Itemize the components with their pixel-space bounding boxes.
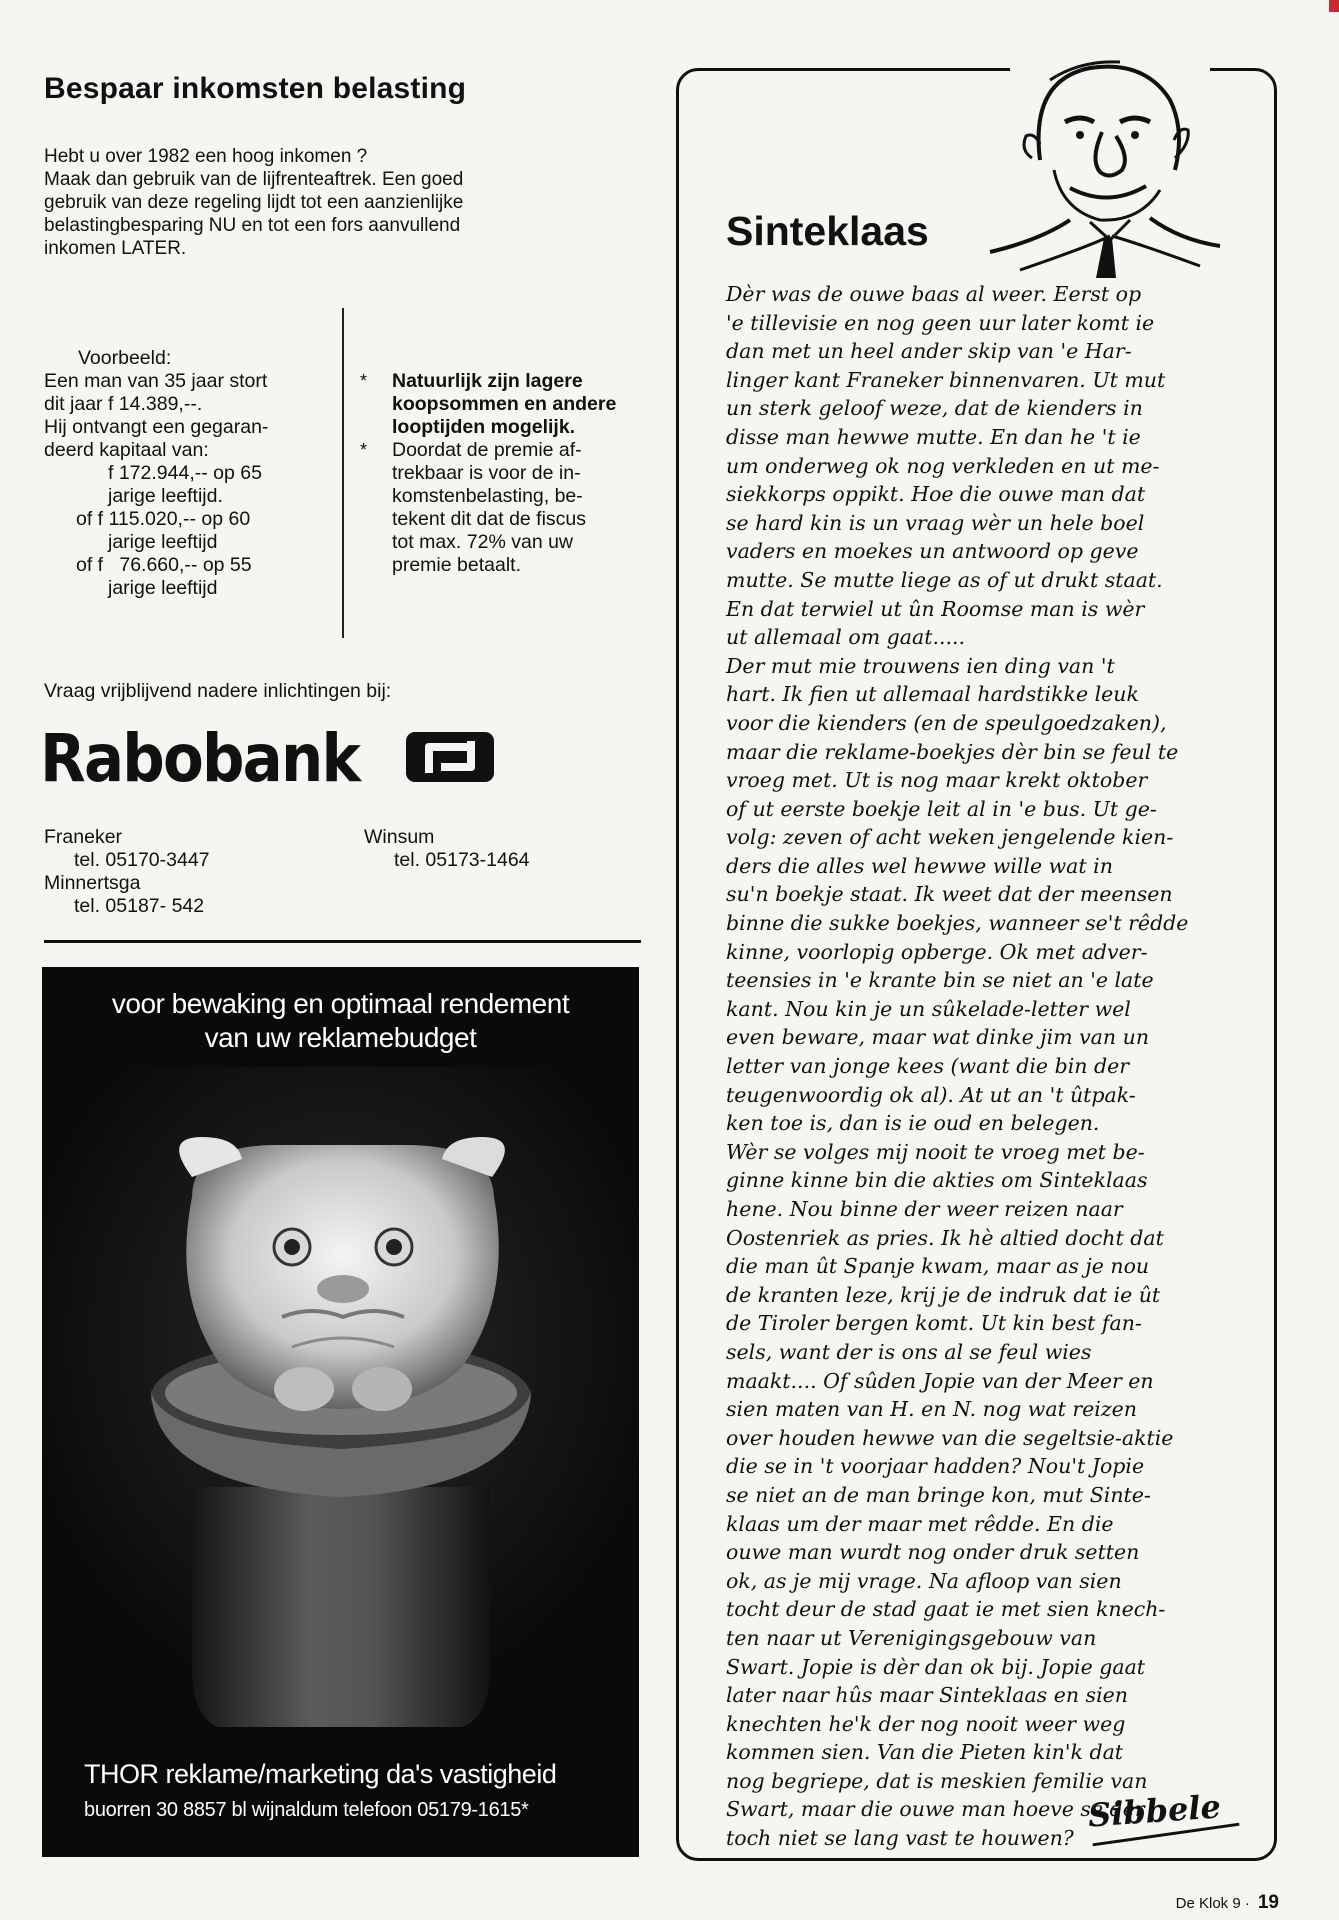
column-line: Wèr se volges mij nooit te vroeg met be- — [726, 1139, 1145, 1164]
column-line: Der mut mie trouwens ien ding van 't — [726, 653, 1115, 678]
branch-place: Winsum — [364, 826, 435, 848]
column-line: vroeg met. Ut is nog maar krekt oktober — [726, 768, 1148, 793]
column-line: kant. Nou kin je un sûkelade-letter wel — [726, 996, 1131, 1021]
author-signature: Sibbele — [1086, 1787, 1223, 1835]
thor-ad — [42, 967, 639, 1857]
column-line: su'n boekje staat. Ik weet dat der meensen — [726, 882, 1173, 907]
example-line: Hij ontvangt een gegaran- — [44, 416, 269, 438]
column-line: die se in 't voorjaar hadden? Nou't Jopie — [726, 1454, 1145, 1479]
column-line: die man ût Spanje kwam, maar as je nou — [726, 1254, 1150, 1279]
branch-franeker — [44, 826, 210, 872]
bullet-item — [360, 439, 640, 577]
branch-minnertsga — [44, 872, 204, 918]
column-line: letter van jonge kees (want die bin der — [726, 1054, 1130, 1079]
thor-tagline: voor bewaking en optimaal rendement van uw reklamebudget — [111, 988, 570, 1053]
example-age: jarige leeftijd — [108, 531, 218, 553]
example-heading: Voorbeeld: — [78, 347, 172, 369]
example-amount: of f 76.660,-- op 55 — [76, 554, 252, 576]
thor-company-name: THOR reklame/marketing da's vastigheid — [84, 1759, 557, 1789]
man-caricature-icon — [970, 40, 1240, 295]
column-line: um onderweg ok nog verkleden en ut me- — [726, 453, 1160, 478]
column-line: 'e tillevisie en nog geen uur later komt ie — [726, 310, 1155, 335]
column-line: hart. Ik fien ut allemaal hardstikke leuk — [726, 682, 1139, 707]
column-line: ouwe man wurdt nog onder druk setten — [726, 1540, 1140, 1565]
section-divider — [44, 940, 641, 943]
column-line: teugenwoordig ok al). At ut an 't ûtpak- — [726, 1082, 1136, 1107]
column-line: mutte. Se mutte liege as of ut drukt staat. — [726, 567, 1163, 592]
column-line: de kranten leze, krij je de indruk dat ie ût — [726, 1282, 1161, 1307]
column-body — [726, 280, 1196, 1853]
column-line: even beware, maar wat dinke jim van un — [726, 1025, 1150, 1050]
rabobank-emblem-icon — [403, 729, 497, 790]
column-line: knechten he'k der nog nooit weer weg — [726, 1711, 1126, 1736]
column-line: over houden hewwe van die segeltsie-aktie — [726, 1425, 1174, 1450]
example-amount: f 172.944,-- op 65 — [108, 462, 262, 484]
example-age: jarige leeftijd — [108, 577, 218, 599]
page-edge-mark — [1329, 0, 1339, 12]
column-line: ders die alles wel hewwe wille wat in — [726, 853, 1113, 878]
column-line: Swart, maar die ouwe man hoeve se der — [726, 1797, 1145, 1822]
thor-address: buorren 30 8857 bl wijnaldum telefoon 05179-1615* — [84, 1799, 529, 1821]
asterisk-icon: * — [360, 371, 368, 391]
branch-place: Franeker — [44, 826, 123, 848]
column-line: teensies in 'e krante bin se niet an 'e late — [726, 968, 1154, 993]
rabobank-example — [44, 347, 344, 600]
bullet-text: Doordat de premie af- trekbaar is voor de in- komstenbelasting, be- tekent dit dat de fiscus tot max. 72% van uw premie betaalt. — [392, 439, 587, 576]
column-divider — [342, 308, 344, 638]
column-line: voor die kienders (en de speulgoedzaken), — [726, 710, 1167, 735]
column-line: kommen sien. Van die Pieten kin'k dat — [726, 1740, 1124, 1765]
column-line: of ut eerste boekje leit al in 'e bus. Ut ge- — [726, 796, 1157, 821]
column-line: later naar hûs maar Sinteklaas en sien — [726, 1683, 1128, 1708]
asterisk-icon: * — [360, 440, 368, 460]
branch-place: Minnertsga — [44, 872, 141, 894]
rabobank-ad-title: Bespaar inkomsten belasting — [44, 72, 467, 105]
publication-name: De Klok 9 · — [1175, 1895, 1250, 1912]
inquiry-line: Vraag vrijblijvend nadere inlichtingen bij: — [44, 680, 392, 702]
example-line: deerd kapitaal van: — [44, 439, 209, 461]
column-line: Swart. Jopie is dèr dan ok bij. Jopie gaat — [726, 1654, 1146, 1679]
branch-tel: tel. 05170-3447 — [74, 849, 210, 871]
column-line: tocht deur de stad gaat ie met sien knech- — [726, 1597, 1166, 1622]
example-age: jarige leeftijd. — [108, 485, 223, 507]
branch-winsum — [364, 826, 530, 872]
page-footer — [1176, 1892, 1279, 1914]
column-line: klaas um der maar met rêdde. En die — [726, 1511, 1114, 1536]
column-line: se niet an de man bringe kon, mut Sinte- — [726, 1482, 1151, 1507]
example-line: Een man van 35 jaar stort — [44, 370, 268, 392]
column-line: En dat terwiel ut ûn Roomse man is wèr — [726, 596, 1145, 621]
column-line: siekkorps oppikt. Hoe die ouwe man dat — [726, 482, 1146, 507]
column-line: un sterk geloof weze, dat de kienders in — [726, 396, 1143, 421]
column-line: ten naar ut Verenigingsgebouw van — [726, 1625, 1097, 1650]
bulldog-piggy-bank-icon — [42, 1067, 639, 1752]
page-number: 19 — [1257, 1892, 1279, 1913]
column-line: de Tiroler bergen komt. Ut kin best fan- — [726, 1311, 1142, 1336]
bullet-item — [360, 370, 640, 439]
column-line: ok, as je mij vrage. Na afloop van sien — [726, 1568, 1122, 1593]
column-line: ut allemaal om gaat..... — [726, 625, 966, 650]
bullet-text: Natuurlijk zijn lagere koopsommen en andere looptijden mogelijk. — [392, 370, 617, 438]
column-line: hene. Nou binne der weer reizen naar — [726, 1197, 1123, 1221]
column-line: maakt.... Of sûden Jopie van der Meer en — [726, 1368, 1154, 1393]
branch-tel: tel. 05187- 542 — [74, 895, 205, 917]
column-line: toch niet se lang vast te houwen? — [726, 1826, 1074, 1851]
rabobank-wordmark: Rabobank — [40, 720, 360, 797]
column-line: ken toe is, dan is ie oud en belegen. — [726, 1111, 1100, 1136]
column-line: binne die sukke boekjes, wanneer se't rêdde — [726, 911, 1189, 936]
column-line: kinne, voorlopig opberge. Ok met adver- — [726, 939, 1148, 964]
column-line: maar die reklame-boekjes dèr bin se feul te — [726, 739, 1179, 764]
rabobank-bullets — [360, 370, 640, 577]
column-line: disse man hewwe mutte. En dan he 't ie — [726, 424, 1141, 449]
column-line: dan met un heel ander skip van 'e Har- — [726, 339, 1132, 364]
column-line: ginne kinne bin die akties om Sinteklaas — [726, 1168, 1148, 1193]
column-line: Oostenriek as pries. Ik hè altied docht dat — [726, 1225, 1164, 1250]
column-line: sels, want der is ons al se feul wies — [726, 1339, 1092, 1364]
column-line: Dèr was de ouwe baas al weer. Eerst op — [726, 282, 1142, 306]
column-line: linger kant Franeker binnenvaren. Ut mut — [726, 367, 1166, 392]
rabobank-ad-intro: Hebt u over 1982 een hoog inkomen ? Maak dan gebruik van de lijfrenteaftrek. Een goed gebruik van deze regeling lijdt tot een aanzienlijke belastingbesparing NU en tot een fors aanvullend inkomen LATER. — [44, 146, 464, 259]
branch-tel: tel. 05173-1464 — [394, 849, 530, 871]
rabobank-logo — [40, 720, 497, 797]
column-line: sien maten van H. en N. nog wat reizen — [726, 1397, 1137, 1422]
column-title: Sinteklaas — [726, 208, 929, 254]
column-line: nog begriepe, dat is meskien femilie van — [726, 1768, 1148, 1793]
example-line: dit jaar f 14.389,--. — [44, 393, 203, 415]
column-line: volg: zeven of acht weken jengelende kien- — [726, 825, 1174, 850]
example-amount: of f 115.020,-- op 60 — [76, 508, 251, 530]
column-line: se hard kin is un vraag wèr un hele boel — [726, 510, 1145, 535]
column-line: vaders en moekes un antwoord op geve — [726, 539, 1139, 564]
